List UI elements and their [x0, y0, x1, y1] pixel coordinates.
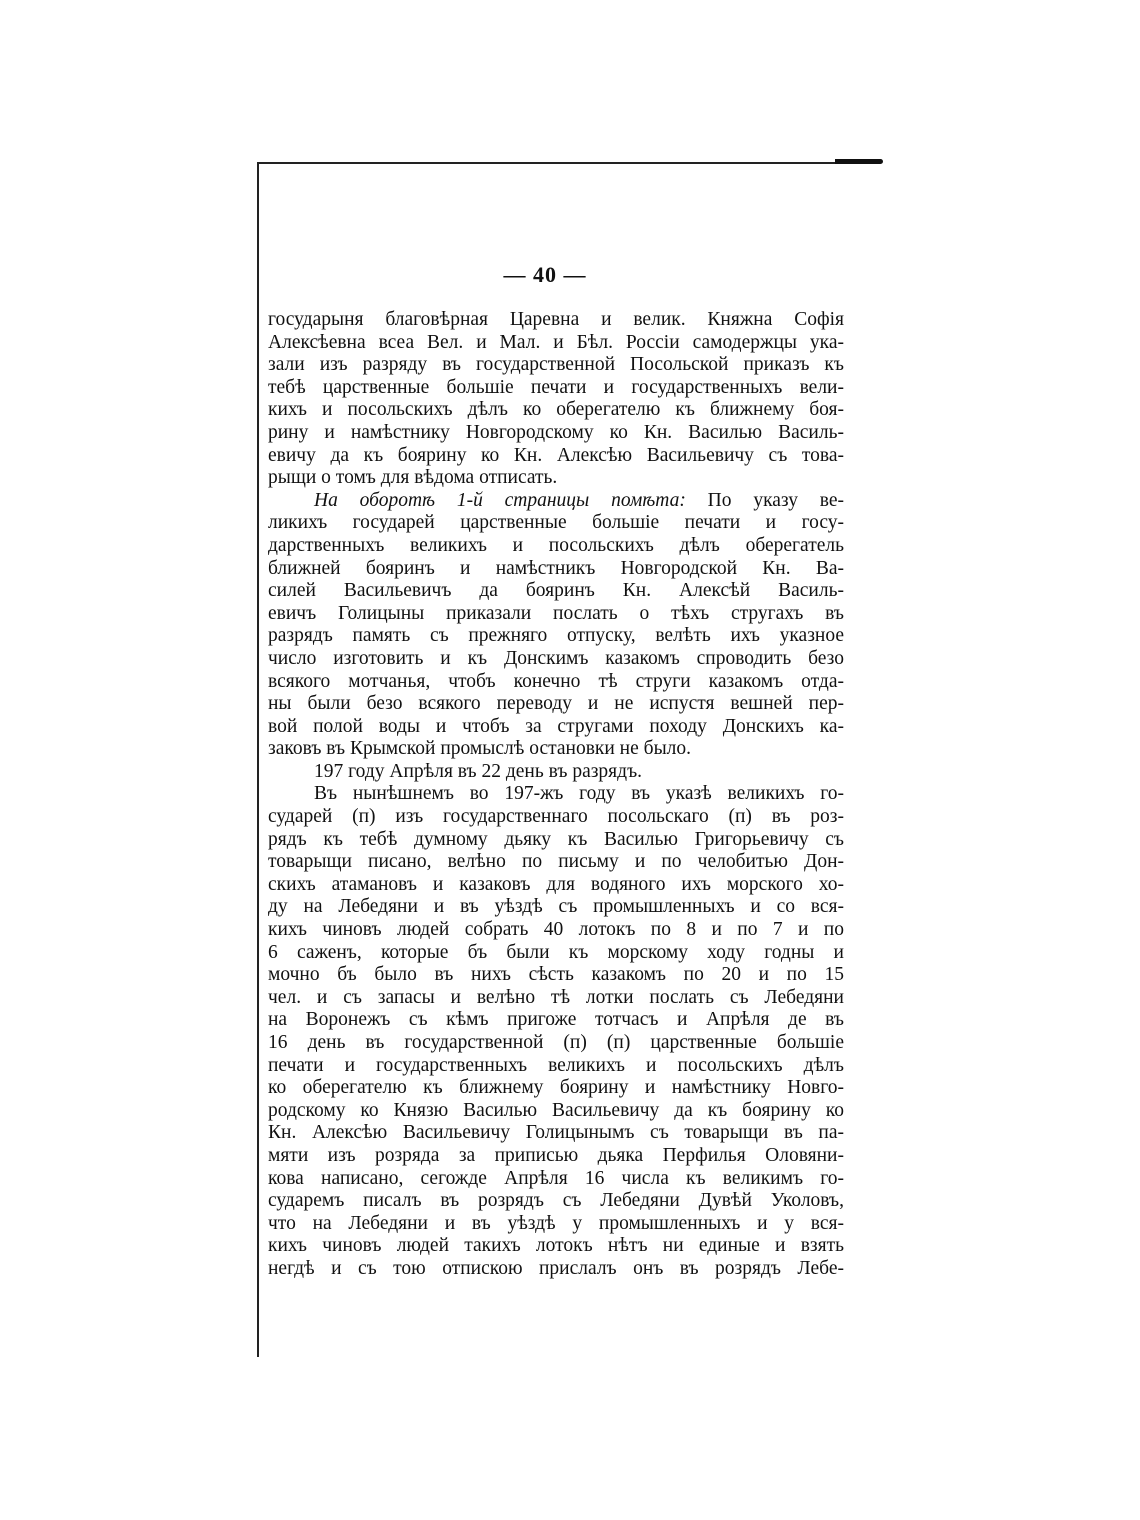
text-line: дарственныхъ великихъ и посольскихъ дѣлъ оберегатель [268, 534, 844, 556]
text-line: 16 день въ государственной (п) (п) царственные большіе [268, 1032, 844, 1053]
text-line: всякого мотчанья, чтобъ конечно тѣ струги казакомъ отда- [268, 670, 844, 692]
scan-border-left [257, 162, 259, 1357]
text-line: евичъ Голицыны приказали послать о тѣхъ стругахъ въ [268, 602, 844, 624]
text-line: печати и государственныхъ великихъ и посольскихъ дѣлъ [268, 1054, 844, 1076]
text-line: рыщи о томъ для вѣдома отписать. [268, 467, 558, 489]
text-line: ближней бояринъ и намѣстникъ Новгородской Кн. Ва- [268, 557, 844, 579]
scan-border-top [257, 162, 837, 164]
text-line: ко оберегателю къ ближнему боярину и намѣстнику Новго- [268, 1077, 844, 1099]
text-line: ду на Лебедяни и въ уѣздѣ съ промышленныхъ и со вся- [268, 896, 844, 918]
text-line: кихъ и посольскихъ дѣлъ ко оберегателю къ ближнему боя- [268, 399, 844, 421]
text-line: вой полой воды и чтобъ за стругами походу Донскихъ ка- [268, 715, 844, 737]
text-line: на Воронежъ съ кѣмъ пригоже тотчасъ и Апрѣля де въ [268, 1009, 844, 1031]
text-line: ны были безо всякого переводу и не испустя вешней пер- [268, 693, 844, 715]
text-line [268, 490, 844, 513]
text-line: рину и намѣстнику Новгородскому ко Кн. Василью Василь- [268, 421, 844, 443]
text-line: государыня благовѣрная Царевна и велик. Княжна Софія [268, 309, 844, 330]
text-line: ликихъ государей царственные большіе печати и госу- [268, 512, 844, 534]
text-line: скихъ атамановъ и казаковъ для водяного ихъ морского хо- [268, 873, 844, 895]
text-line: чел. и съ запасы и велѣно тѣ лотки послать съ Лебедяни [268, 986, 844, 1008]
text-line: кихъ чиновъ людей такихъ лотокъ нѣтъ ни единые и взять [268, 1235, 844, 1257]
text-line: кова написано, сегожде Апрѣля 16 числа къ великимъ го- [268, 1167, 844, 1189]
text-line: тебѣ царственные большіе печати и государственныхъ вели- [268, 376, 844, 398]
text-line: силей Васильевичъ да бояринъ Кн. Алексѣй Василь- [268, 580, 844, 602]
text-line: 6 саженъ, которые бъ были къ морскому ходу годны и [268, 941, 844, 963]
text-line: товарыщи писано, велѣно по письму и по челобитью Дон- [268, 851, 844, 873]
paragraph-1 [268, 309, 844, 490]
text-line: зали изъ разряду въ государственной Посольской приказъ къ [268, 354, 844, 376]
text-line: мочно бъ было въ нихъ сѣсть казакомъ по 20 и по 15 [268, 964, 844, 986]
text-line: сударей (п) изъ государственнаго посольскаго (п) въ роз- [268, 806, 844, 828]
text-line-rest: По указу ве- [707, 489, 844, 511]
text-line: негдѣ и съ тою отпискою прислалъ онъ въ розрядъ Лебе- [268, 1257, 844, 1279]
marginal-note-heading: На оборотѣ 1-й страницы помѣта: [314, 489, 686, 511]
text-line: число изготовить и къ Донскимъ казакомъ спроводить безо [268, 647, 844, 669]
text-line: разрядъ память съ прежняго отпуску, велѣть ихъ указное [268, 625, 844, 647]
page-number: — 40 — [503, 262, 587, 287]
text-line: 197 году Апрѣля въ 22 день въ разрядъ. [314, 760, 643, 782]
text-line: заковъ въ Крымской промыслѣ остановки не было. [268, 738, 692, 760]
text-line: родскому ко Князю Василью Васильевичу да къ боярину ко [268, 1099, 844, 1121]
text-line: Алексѣевна всеа Вел. и Мал. и Бѣл. Россіи самодержцы ука- [268, 331, 844, 353]
paragraph-3 [268, 761, 844, 784]
scan-border-top-mark [835, 159, 883, 164]
paragraph-2 [268, 490, 844, 761]
text-line: Въ нынѣшнемъ во 197-жъ году въ указѣ великихъ го- [314, 783, 844, 805]
text-line: кихъ чиновъ людей собрать 40 лотокъ по 8 и по 7 и по [268, 919, 844, 941]
text-line: рядъ къ тебѣ думному дьяку къ Василью Григорьевичу съ [268, 828, 844, 850]
text-line: евичу да къ боярину ко Кн. Алексѣю Васильевичу съ това- [268, 444, 844, 466]
paragraph-4 [268, 783, 844, 1280]
text-line: Кн. Алексѣю Васильевичу Голицынымъ съ товарыщи въ па- [268, 1122, 844, 1144]
text-line: что на Лебедяни и въ уѣздѣ у промышленныхъ и у вся- [268, 1212, 844, 1234]
text-line: сударемъ писалъ въ розрядъ съ Лебедяни Дувѣй Уколовъ, [268, 1190, 844, 1212]
page-body [268, 309, 844, 1281]
text-line: мяти изъ розряда за приписью дьяка Перфилья Оловяни- [268, 1144, 844, 1166]
